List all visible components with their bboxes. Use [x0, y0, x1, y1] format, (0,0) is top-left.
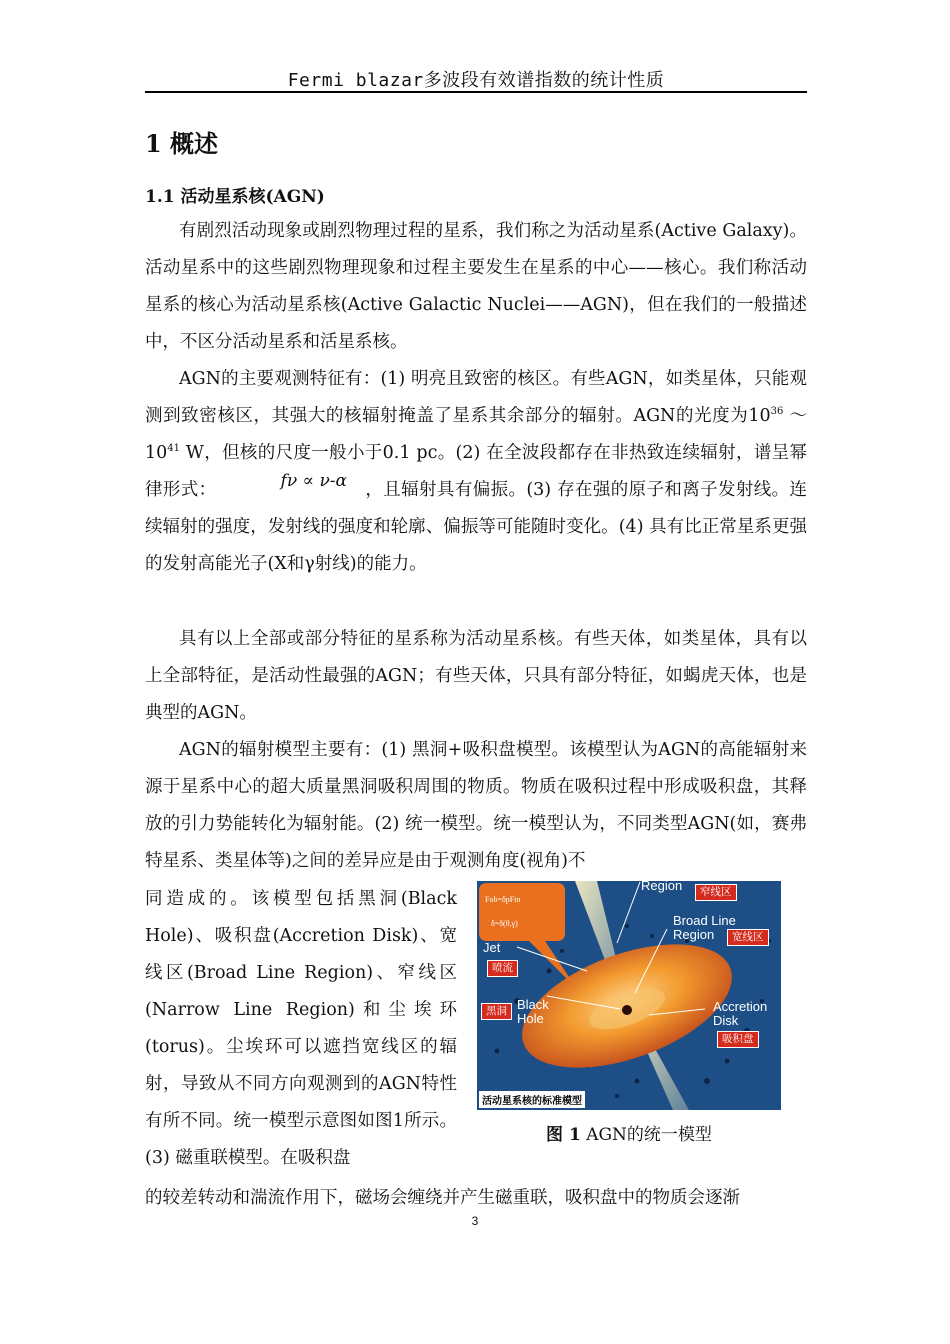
p2-comma: ，: [365, 480, 384, 500]
section-title: 1 概述: [145, 129, 219, 158]
header-rule: [145, 91, 807, 93]
figure-caption: [477, 1120, 781, 1145]
page-number: 3: [471, 1214, 479, 1228]
black-hole-cn-label: 黑洞: [481, 1003, 512, 1020]
paragraph-3-block: [145, 621, 807, 732]
paragraph-2-block: [145, 361, 807, 583]
black-hole-shape: [622, 1005, 632, 1015]
bubble-formula-1: Fob=δpFin: [485, 895, 521, 904]
paragraph-1: 有剧烈活动现象或剧烈物理过程的星系，我们称之为活动星系(Active Galaxy)。活动星系中的这些剧烈物理现象和过程主要发生在星系的中心——核心。我们称活动星系的核心为活动星系核(Active Galactic Nuclei——AGN)，但在我们的一般描述中，不区分活动星系和活星系核。: [145, 221, 807, 352]
region-label: Region: [641, 881, 683, 893]
wrapped-paragraph: 同造成的。该模型包括黑洞(Black Hole)、吸积盘(Accretion Disk)、宽线区(Broad Line Region)、窄线区(Narrow Line Region)和尘埃环(torus)。尘埃环可以遮挡宽线区的辐射，导致从不同方向观测到的AGN特性有所不同。统一模型示意图如图1所示。(3) 磁重联模型。在吸积盘: [145, 889, 457, 1168]
caption-text: AGN的统一模型: [580, 1125, 712, 1145]
bubble-formula-2: δ=δ(θ,γ): [491, 919, 518, 928]
broad-line-region-label: Broad Line Region: [673, 913, 736, 942]
paragraph-4: AGN的辐射模型主要有：(1) 黑洞+吸积盘模型。该模型认为AGN的高能辐射来源于星系中心的超大质量黑洞吸积周围的物质。物质在吸积过程中形成吸积盘，其释放的引力势能转化为辐射能。(2) 统一模型。统一模型认为，不同类型AGN(如，赛弗特星系、类星体等)之间的差异应是由于观测角度(视角)不: [145, 740, 807, 871]
power-law-formula: fν ∝ ν-α: [280, 471, 348, 491]
paragraph-3: 具有以上全部或部分特征的星系称为活动星系核。有些天体，如类星体，具有以上全部特征，是活动性最强的AGN；有些天体，只具有部分特征，如蝎虎天体，也是典型的AGN。: [145, 629, 807, 723]
paragraph-2: [145, 361, 807, 583]
p2-exp2: 41: [167, 443, 181, 455]
running-header: Fermi blazar多波段有效谱指数的统计性质: [287, 70, 665, 91]
jet-label: Jet: [483, 940, 501, 955]
narrow-line-region-cn-label: 窄线区: [695, 884, 737, 901]
broad-line-region-cn-label: 宽线区: [727, 929, 769, 946]
paragraph-4-block: [145, 732, 807, 880]
subsection-title: 1.1 活动星系核(AGN): [145, 187, 325, 207]
p2-part-a: AGN的主要观测特征有：(1) 明亮且致密的核区。有些AGN，如类星体，只能观测到致密核区，其强大的核辐射掩盖了星系其余部分的辐射。AGN的光度为10: [145, 369, 807, 426]
p2-part-b: ～10: [145, 406, 807, 463]
black-hole-label: Black Hole: [517, 997, 549, 1026]
caption-label: 图 1: [546, 1125, 581, 1145]
accretion-disk-label: Accretion Disk: [713, 999, 768, 1028]
accretion-disk-cn-label: 吸积盘: [717, 1031, 759, 1048]
continuation-line: 的较差转动和湍流作用下，磁场会缠绕并产生磁重联，吸积盘中的物质会逐渐: [145, 1188, 740, 1208]
figure-title-label: 活动星系核的标准模型: [479, 1091, 585, 1108]
p2-exp1: 36: [770, 406, 784, 418]
p2-part-d: 且辐射具有偏振。(3) 存在强的原子和离子发射线。连续辐射的强度，发射线的强度和轮廓、偏振等可能随时变化。(4) 具有比正常星系更强的发射高能光子(X和γ射线)的能力。: [145, 480, 808, 574]
paragraph-1-block: [145, 213, 807, 361]
jet-cn-label: 喷流: [487, 960, 518, 977]
p2-part-c: W，但核的尺度一般小于0.1 pc。(2) 在全波段都存在非热致连续辐射，谱呈幂律形式：: [145, 443, 807, 500]
agn-unified-model-figure: [477, 881, 781, 1110]
